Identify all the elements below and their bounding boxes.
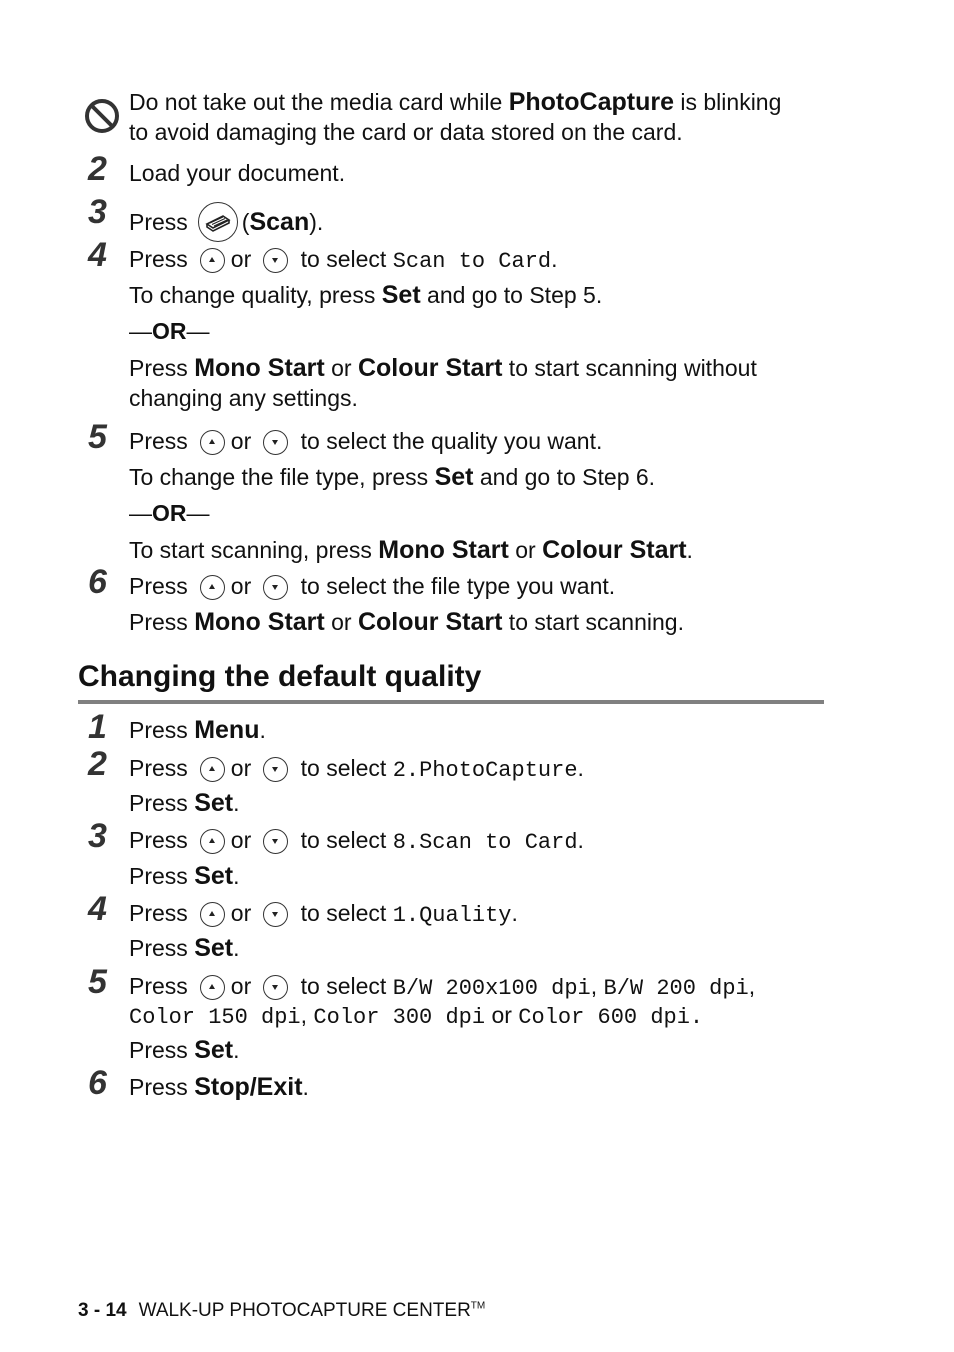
down-arrow-button-icon <box>263 829 288 854</box>
up-arrow-button-icon <box>200 430 225 455</box>
down-arrow-button-icon <box>263 248 288 273</box>
step-number: 4 <box>88 236 107 274</box>
step-text: Press or to select 8.Scan to Card. <box>129 827 584 855</box>
step-text: Press or to select the quality you want. <box>129 428 603 454</box>
step-number: 3 <box>88 817 107 855</box>
page-footer <box>78 1300 485 1322</box>
step-text: Press Stop/Exit. <box>129 1073 309 1101</box>
prohibited-icon <box>84 98 120 134</box>
step-text: Press or to select 2.PhotoCapture. <box>129 755 584 783</box>
step-number: 1 <box>88 708 107 746</box>
step-text: Color 150 dpi, Color 300 dpi or Color 600 dpi. <box>129 1002 704 1030</box>
trademark: TM <box>470 1300 486 1312</box>
step-number: 2 <box>88 745 107 783</box>
step-text: Press Set. <box>129 862 240 890</box>
step-number: 6 <box>88 563 107 601</box>
step-text: Press Set. <box>129 934 240 962</box>
chapter-title: WALK-UP PHOTOCAPTURE CENTER <box>138 1300 471 1321</box>
page-number: 3 - 14 <box>78 1300 127 1321</box>
down-arrow-button-icon <box>263 902 288 927</box>
step-text: Press or to select Scan to Card. <box>129 246 558 274</box>
up-arrow-button-icon <box>200 975 225 1000</box>
down-arrow-button-icon <box>263 757 288 782</box>
step-text: Load your document. <box>129 160 346 186</box>
step-number: 3 <box>88 193 107 231</box>
step-text: Press or to select 1.Quality. <box>129 900 518 928</box>
up-arrow-button-icon <box>200 757 225 782</box>
note-line-2: to avoid damaging the card or data stored on the card. <box>129 119 683 145</box>
up-arrow-button-icon <box>200 575 225 600</box>
step-number: 5 <box>88 963 107 1001</box>
down-arrow-button-icon <box>263 975 288 1000</box>
down-arrow-button-icon <box>263 575 288 600</box>
step-text: To start scanning, press Mono Start or Colour Start. <box>129 536 693 564</box>
step-number: 2 <box>88 150 107 188</box>
step-text: Press Set. <box>129 1036 240 1064</box>
step-number: 5 <box>88 418 107 456</box>
up-arrow-button-icon <box>200 829 225 854</box>
note-line-1: Do not take out the media card while PhotoCapture is blinking <box>129 88 782 116</box>
down-arrow-button-icon <box>263 430 288 455</box>
step-text: To change quality, press Set and go to Step 5. <box>129 281 603 309</box>
section-heading: Changing the default quality <box>78 660 482 693</box>
step-text: Press Mono Start or Colour Start to start scanning. <box>129 608 684 636</box>
step-text: Press or to select B/W 200x100 dpi, B/W 200 dpi, <box>129 973 756 1001</box>
up-arrow-button-icon <box>200 902 225 927</box>
step-text: Press Menu. <box>129 716 266 744</box>
scan-key-icon <box>198 202 238 242</box>
or-separator: —OR— <box>129 500 210 526</box>
step-text: Press (Scan). <box>129 202 323 242</box>
step-number: 6 <box>88 1064 107 1102</box>
step-text: To change the file type, press Set and go to Step 6. <box>129 463 656 491</box>
step-text: Press Set. <box>129 789 240 817</box>
or-separator: —OR— <box>129 318 210 344</box>
heading-rule <box>78 700 824 704</box>
step-number: 4 <box>88 890 107 928</box>
step-text: Press or to select the file type you want. <box>129 573 616 599</box>
step-text: Press Mono Start or Colour Start to start scanning without <box>129 354 757 382</box>
up-arrow-button-icon <box>200 248 225 273</box>
step-text: changing any settings. <box>129 385 358 411</box>
